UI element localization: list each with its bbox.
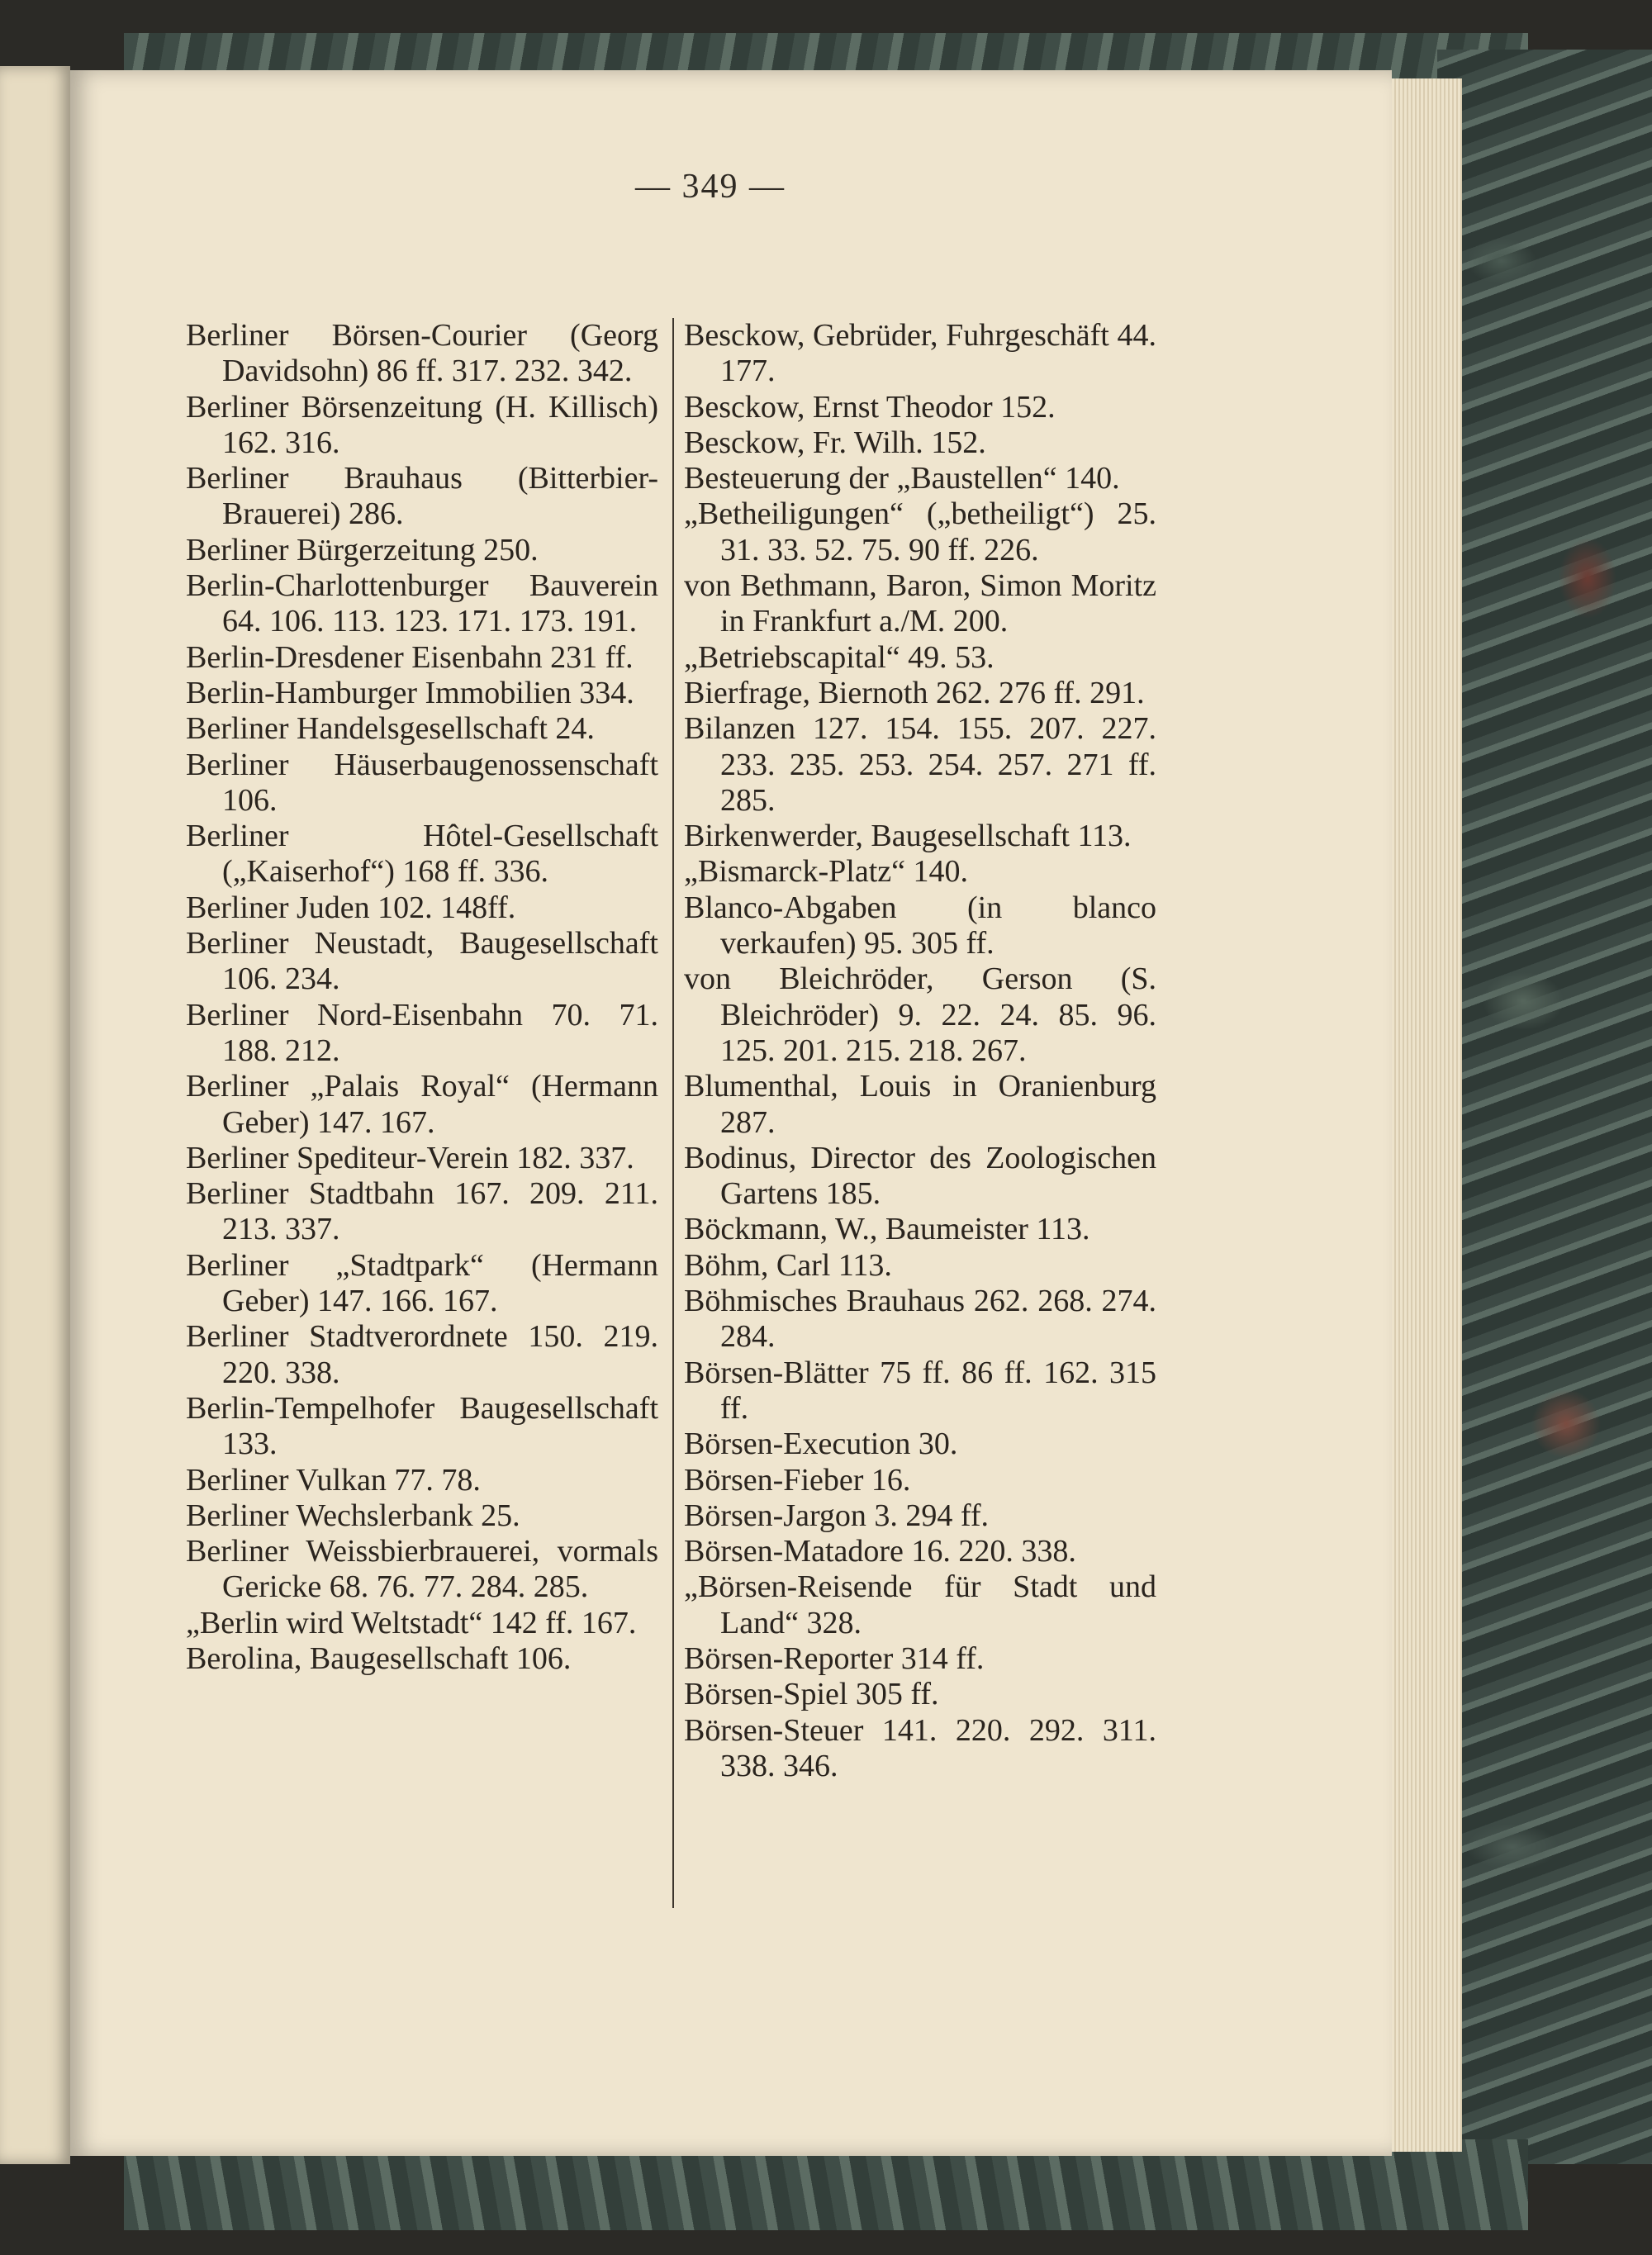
page-number: — 349 — — [635, 168, 786, 206]
index-column-left — [186, 318, 658, 1677]
index-entry: Berliner Wechslerbank 25. — [186, 1498, 520, 1533]
index-entry: Berliner Börsenzeitung (H. Killisch) 162. 316. — [186, 389, 658, 460]
index-entry: Börsen-Blätter 75 ff. 86 ff. 162. 315 ff. — [684, 1355, 1156, 1426]
index-entry: Berolina, Baugesellschaft 106. — [186, 1640, 572, 1676]
index-entry: Berlin-Dresdener Eisenbahn 231 ff. — [186, 639, 634, 675]
index-entry: Blumenthal, Louis in Oranienburg 287. — [684, 1069, 1156, 1140]
index-entry: „Berlin wird Weltstadt“ 142 ff. 167. — [186, 1605, 637, 1640]
index-entry: Berliner Neustadt, Baugesellschaft 106. 234. — [186, 926, 658, 997]
index-entry: Blanco-Abgaben (in blanco verkaufen) 95. 305 ff. — [684, 890, 1156, 961]
index-entry: Besckow, Fr. Wilh. 152. — [684, 425, 986, 460]
index-entry: Bodinus, Director des Zoologischen Gartens 185. — [684, 1140, 1156, 1212]
index-entry: Berliner Juden 102. 148ff. — [186, 890, 516, 925]
index-entry: Böckmann, W., Baumeister 113. — [684, 1212, 1090, 1247]
index-entry: von Bleichröder, Gerson (S. Bleichröder) 9. 22. 24. 85. 96. 125. 201. 215. 218. 267. — [684, 961, 1156, 1068]
index-entry: Berliner Stadtverordnete 150. 219. 220. 338. — [186, 1319, 658, 1390]
index-entry: Berlin-Tempelhofer Baugesellschaft 133. — [186, 1390, 658, 1462]
index-entry: „Betriebscapital“ 49. 53. — [684, 639, 995, 675]
index-entry: Berliner Stadtbahn 167. 209. 211. 213. 337. — [186, 1176, 658, 1247]
facing-page-edge — [0, 66, 70, 2164]
index-entry: Berliner Spediteur-Verein 182. 337. — [186, 1140, 634, 1175]
index-entry: Börsen-Jargon 3. 294 ff. — [684, 1498, 990, 1533]
index-entry: Besckow, Ernst Theodor 152. — [684, 389, 1056, 425]
index-entry: „Börsen-Reisende für Stadt und Land“ 328. — [684, 1569, 1156, 1640]
index-entry: „Betheiligungen“ („betheiligt“) 25. 31. 33. 52. 75. 90 ff. 226. — [684, 496, 1156, 567]
index-entry: Berliner „Palais Royal“ (Hermann Geber) 147. 167. — [186, 1069, 658, 1140]
index-entry: Böhmisches Brauhaus 262. 268. 274. 284. — [684, 1284, 1156, 1355]
index-column-right — [684, 318, 1156, 1784]
index-entry: Berlin-Hamburger Immobilien 334. — [186, 675, 634, 710]
index-entry: Börsen-Steuer 141. 220. 292. 311. 338. 346. — [684, 1712, 1156, 1783]
index-entry: Birkenwerder, Baugesellschaft 113. — [684, 819, 1132, 854]
index-entry: Berliner Hôtel-Gesellschaft („Kaiserhof“) 168 ff. 336. — [186, 819, 658, 890]
index-entry: „Bismarck-Platz“ 140. — [684, 854, 969, 890]
index-entry: Börsen-Spiel 305 ff. — [684, 1677, 939, 1712]
index-entry: von Bethmann, Baron, Simon Moritz in Frankfurt a./M. 200. — [684, 568, 1156, 639]
index-entry: Bilanzen 127. 154. 155. 207. 227. 233. 235. 253. 254. 257. 271 ff. 285. — [684, 711, 1156, 818]
index-entry: Börsen-Execution 30. — [684, 1427, 958, 1462]
column-divider — [672, 318, 674, 1908]
index-entry: Berliner Handelsgesellschaft 24. — [186, 711, 595, 747]
index-entry: Börsen-Fieber 16. — [684, 1462, 911, 1498]
index-entry: Berliner Weissbierbrauerei, vormals Gericke 68. 76. 77. 284. 285. — [186, 1534, 658, 1605]
index-entry: Berliner Vulkan 77. 78. — [186, 1462, 481, 1498]
index-entry: Besteuerung der „Baustellen“ 140. — [684, 461, 1120, 496]
marbled-book-edge — [1437, 50, 1652, 2164]
index-entry: Berliner Nord-Eisenbahn 70. 71. 188. 212. — [186, 997, 658, 1068]
index-entry: Berliner Börsen-Courier (Georg Davidsohn) 86 ff. 317. 232. 342. — [186, 318, 658, 389]
index-entry: Börsen-Matadore 16. 220. 338. — [684, 1534, 1076, 1569]
index-entry: Berliner Häuserbaugenossenschaft 106. — [186, 747, 658, 818]
index-entry: Berlin-Charlottenburger Bauverein 64. 106. 113. 123. 171. 173. 191. — [186, 568, 658, 639]
index-entry: Bierfrage, Biernoth 262. 276 ff. 291. — [684, 675, 1145, 710]
index-entry: Berliner „Stadtpark“ (Hermann Geber) 147. 166. 167. — [186, 1247, 658, 1319]
index-entry: Berliner Brauhaus (Bitterbier-Brauerei) 286. — [186, 461, 658, 532]
index-entry: Berliner Bürgerzeitung 250. — [186, 532, 539, 567]
index-entry: Böhm, Carl 113. — [684, 1247, 892, 1283]
index-entry: Börsen-Reporter 314 ff. — [684, 1640, 985, 1676]
index-entry: Besckow, Gebrüder, Fuhrgeschäft 44. 177. — [684, 318, 1156, 389]
